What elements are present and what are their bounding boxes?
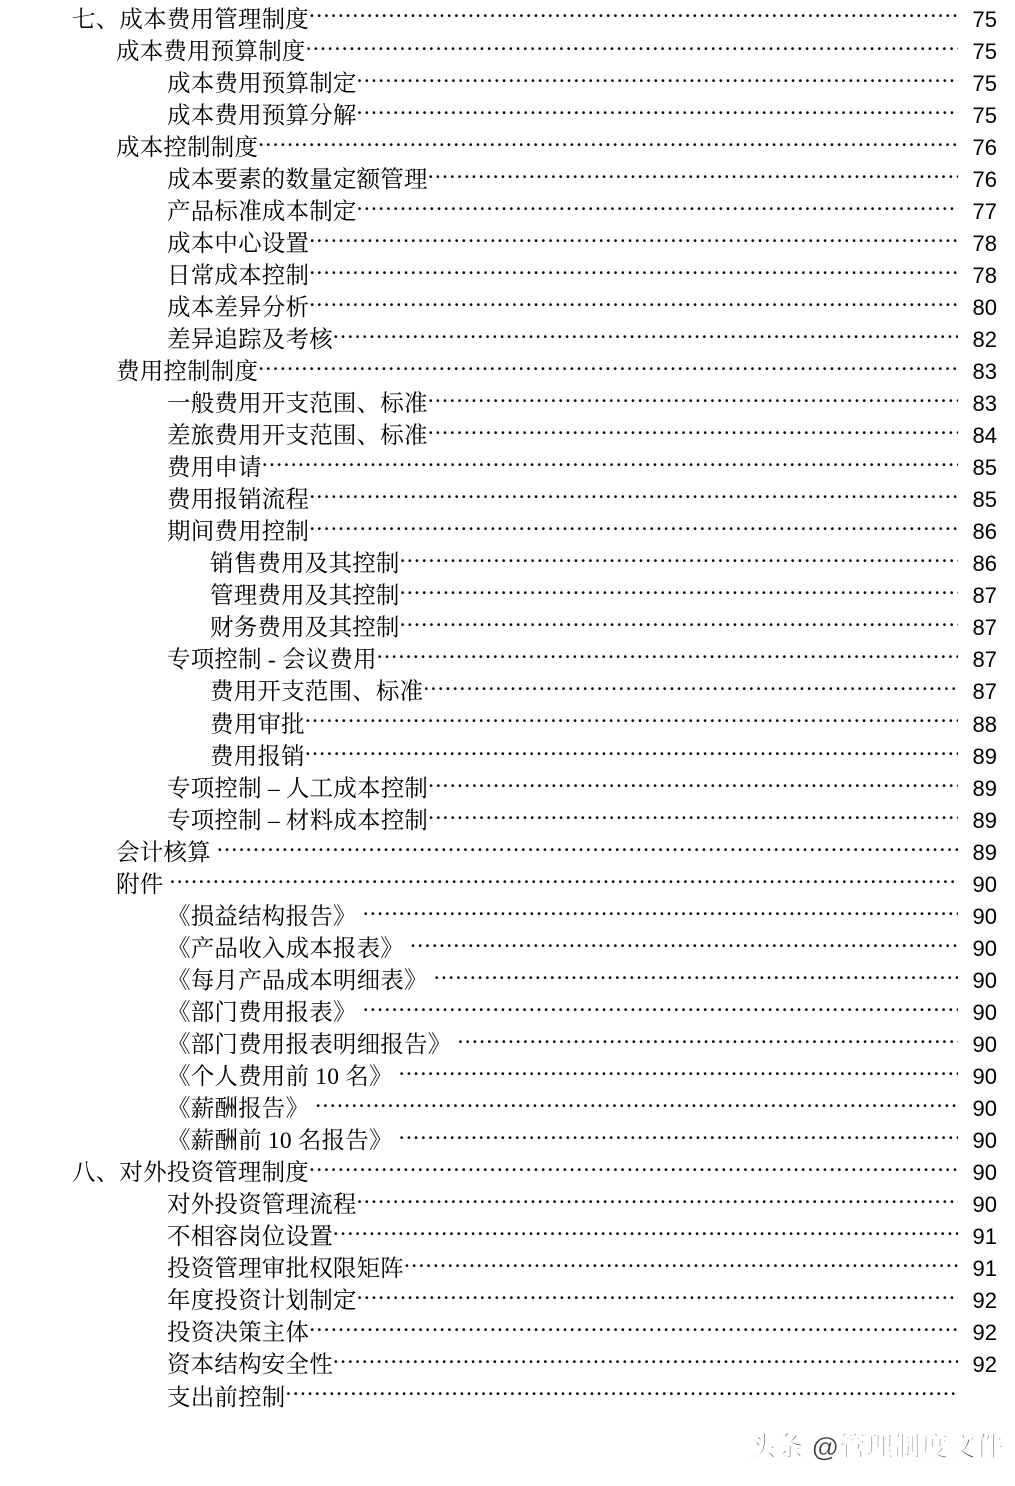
toc-entry-label: 《部门费用报表明细报告》 — [167, 1032, 452, 1058]
toc-entry-page-number: 90 — [972, 1064, 997, 1090]
toc-entry-label: 成本费用预算制定 — [167, 70, 357, 97]
toc-entry-label: 年度投资计划制定 — [167, 1288, 357, 1315]
toc-entry-page-number: 78 — [972, 262, 997, 288]
toc-dot-leader — [262, 452, 958, 476]
toc-dot-leader — [309, 484, 958, 508]
toc-dot-leader — [315, 1093, 958, 1117]
toc-dot-leader — [400, 612, 958, 636]
toc-entry-page-number: 90 — [972, 935, 997, 961]
toc-entry[interactable] — [0, 772, 1015, 804]
watermark-text: 头条 @管理制度文件 — [749, 1432, 1004, 1462]
toc-entry-page-number: 91 — [972, 1224, 997, 1250]
toc-entry[interactable] — [0, 644, 1015, 676]
toc-entry[interactable] — [0, 3, 1015, 35]
toc-entry[interactable] — [0, 291, 1015, 323]
toc-dot-leader — [333, 323, 958, 347]
toc-entry-label: 费用控制制度 — [116, 359, 259, 386]
toc-entry-page-number: 75 — [972, 6, 997, 32]
toc-entry-page-number: 85 — [972, 455, 997, 481]
toc-entry[interactable] — [0, 227, 1015, 259]
toc-entry-label: 专项控制 - 会议费用 — [167, 647, 377, 674]
toc-dot-leader — [217, 836, 958, 860]
toc-dot-leader — [434, 964, 958, 988]
toc-dot-leader — [377, 644, 958, 668]
toc-entry-page-number: 82 — [972, 326, 997, 352]
toc-entry[interactable] — [0, 420, 1015, 452]
toc-entry-label: 《个人费用前 10 名》 — [167, 1064, 393, 1091]
toc-dot-leader — [305, 708, 958, 732]
toc-entry[interactable] — [0, 452, 1015, 484]
toc-dot-leader — [363, 900, 958, 924]
toc-entry[interactable] — [0, 580, 1015, 612]
toc-entry[interactable] — [0, 1381, 1015, 1413]
toc-dot-leader — [357, 1285, 958, 1309]
toc-entry[interactable] — [0, 1093, 1015, 1125]
toc-dot-leader — [309, 1157, 958, 1181]
toc-dot-leader — [258, 356, 958, 380]
toc-entry-label: 对外投资管理流程 — [167, 1192, 357, 1219]
toc-dot-leader — [357, 99, 958, 123]
toc-entry-label: 费用申请 — [167, 455, 262, 482]
toc-entry[interactable] — [0, 1029, 1015, 1061]
toc-entry-label: 资本结构安全性 — [167, 1352, 333, 1379]
toc-entry-label: 《产品收入成本报表》 — [167, 935, 404, 962]
toc-entry-label: 一般费用开支范围、标准 — [167, 391, 428, 418]
toc-dot-leader — [258, 131, 958, 155]
toc-entry-label: 成本费用预算制度 — [116, 38, 306, 65]
toc-entry[interactable] — [0, 612, 1015, 644]
toc-entry-label: 管理费用及其控制 — [210, 583, 400, 610]
toc-entry-label: 投资决策主体 — [167, 1320, 310, 1347]
toc-entry-label: 费用开支范围、标准 — [210, 679, 424, 706]
toc-entry-label: 附件 — [116, 871, 164, 898]
toc-dot-leader — [400, 580, 958, 604]
toc-entry-page-number: 87 — [972, 615, 997, 641]
toc-entry-page-number: 91 — [972, 1256, 997, 1282]
toc-entry[interactable] — [0, 740, 1015, 772]
toc-entry-page-number: 77 — [972, 198, 997, 224]
toc-entry-page-number: 92 — [972, 1288, 997, 1314]
toc-dot-leader — [309, 516, 958, 540]
toc-dot-leader — [305, 740, 958, 764]
toc-entry-page-number: 90 — [972, 999, 997, 1025]
toc-dot-leader — [410, 932, 958, 956]
toc-entry[interactable] — [0, 388, 1015, 420]
toc-entry-page-number: 90 — [972, 1032, 997, 1057]
toc-entry-page-number: 92 — [972, 1320, 997, 1346]
toc-entry-page-number: 90 — [972, 1096, 997, 1122]
toc-entry[interactable] — [0, 676, 1015, 708]
toc-entry-label: 七、成本费用管理制度 — [72, 6, 309, 33]
toc-entry-page-number: 85 — [972, 487, 997, 513]
toc-entry[interactable] — [0, 900, 1015, 932]
toc-entry-page-number: 89 — [972, 807, 997, 833]
toc-entry-label: 费用审批 — [210, 711, 305, 738]
toc-dot-leader — [400, 548, 958, 572]
toc-dot-leader — [169, 868, 958, 892]
toc-entry-page-number: 87 — [972, 679, 997, 705]
toc-dot-leader — [309, 291, 958, 315]
toc-dot-leader — [428, 772, 958, 796]
toc-entry[interactable] — [0, 1189, 1015, 1221]
toc-entry[interactable] — [0, 708, 1015, 740]
toc-entry[interactable] — [0, 804, 1015, 836]
toc-dot-leader — [309, 1317, 958, 1341]
toc-entry-page-number: 90 — [972, 1128, 997, 1154]
toc-entry-label: 成本差异分析 — [167, 294, 310, 321]
toc-entry-page-number: 80 — [972, 294, 997, 320]
toc-entry-label: 费用报销 — [210, 743, 305, 770]
toc-entry[interactable] — [0, 964, 1015, 996]
toc-entry[interactable] — [0, 548, 1015, 580]
toc-dot-leader — [357, 67, 958, 91]
toc-entry-page-number: 87 — [972, 583, 997, 609]
toc-dot-leader — [428, 420, 958, 444]
toc-entry[interactable] — [0, 1125, 1015, 1157]
toc-entry-page-number: 78 — [972, 230, 997, 256]
toc-entry[interactable] — [0, 1285, 1015, 1317]
toc-entry[interactable] — [0, 1221, 1015, 1253]
toc-entry[interactable] — [0, 323, 1015, 355]
toc-entry[interactable] — [0, 259, 1015, 291]
toc-entry[interactable] — [0, 195, 1015, 227]
toc-dot-leader — [404, 1253, 958, 1277]
toc-entry-label: 成本控制制度 — [116, 134, 259, 161]
toc-entry[interactable] — [0, 1253, 1015, 1285]
toc-entry-label: 八、对外投资管理制度 — [72, 1160, 309, 1187]
toc-entry-label: 销售费用及其控制 — [210, 551, 400, 578]
toc-entry[interactable] — [0, 35, 1015, 67]
toc-entry-label: 投资管理审批权限矩阵 — [167, 1256, 404, 1283]
toc-entry-label: 《部门费用报表》 — [167, 999, 357, 1026]
toc-dot-leader — [399, 1061, 958, 1085]
toc-entry-page-number: 83 — [972, 359, 997, 385]
toc-entry-label: 支出前控制 — [167, 1384, 286, 1411]
toc-entry-page-number: 90 — [972, 1192, 997, 1218]
toc-entry[interactable] — [0, 99, 1015, 131]
toc-entry[interactable] — [0, 484, 1015, 516]
toc-entry[interactable] — [0, 996, 1015, 1028]
toc-dot-leader — [309, 259, 958, 283]
toc-entry-label: 《每月产品成本明细表》 — [167, 967, 428, 994]
toc-dot-leader — [428, 804, 958, 828]
toc-entry-page-number: 92 — [972, 1352, 997, 1378]
toc-entry[interactable] — [0, 1061, 1015, 1093]
toc-entry-page-number: 75 — [972, 38, 997, 64]
toc-entry-label: 成本要素的数量定额管理 — [167, 166, 428, 193]
toc-dot-leader — [286, 1381, 959, 1405]
toc-entry-page-number: 75 — [972, 102, 997, 128]
toc-entry-page-number: 89 — [972, 775, 997, 801]
toc-entry-page-number: 76 — [972, 166, 997, 192]
toc-dot-leader — [306, 35, 958, 59]
toc-entry-page-number: 90 — [972, 1160, 997, 1186]
toc-entry-page-number: 88 — [972, 711, 997, 737]
toc-entry-page-number: 84 — [972, 423, 997, 449]
toc-entry-label: 差旅费用开支范围、标准 — [167, 423, 428, 450]
toc-entry-page-number: 89 — [972, 743, 997, 769]
toc-dot-leader — [457, 1029, 958, 1053]
toc-dot-leader — [333, 1349, 958, 1373]
toc-entry-label: 专项控制 – 人工成本控制 — [167, 775, 429, 802]
toc-entry[interactable] — [0, 1349, 1015, 1381]
toc-entry-label: 《薪酬报告》 — [167, 1096, 310, 1123]
toc-entry-page-number: 86 — [972, 519, 997, 545]
toc-entry-label: 《损益结构报告》 — [167, 903, 357, 930]
toc-dot-leader — [357, 1189, 958, 1213]
toc-entry[interactable] — [0, 932, 1015, 964]
toc-entry-page-number: 90 — [972, 967, 997, 993]
toc-entry-page-number: 87 — [972, 647, 997, 673]
toc-entry-label: 费用报销流程 — [167, 487, 310, 514]
toc-entry[interactable] — [0, 1317, 1015, 1349]
toc-entry[interactable] — [0, 836, 1015, 868]
toc-entry-label: 成本中心设置 — [167, 230, 310, 257]
toc-entry-page-number: 75 — [972, 70, 997, 96]
toc-entry-label: 成本费用预算分解 — [167, 102, 357, 129]
toc-dot-leader — [309, 3, 958, 27]
toc-dot-leader — [423, 676, 958, 700]
toc-entry-page-number: 76 — [972, 134, 997, 160]
toc-entry[interactable] — [0, 356, 1015, 388]
toc-entry[interactable] — [0, 163, 1015, 195]
toc-entry-page-number: 86 — [972, 551, 997, 577]
toc-entry[interactable] — [0, 131, 1015, 163]
toc-dot-leader — [399, 1125, 958, 1149]
toc-entry-label: 产品标准成本制定 — [167, 198, 357, 225]
toc-dot-leader — [363, 996, 958, 1020]
toc-entry-label: 差异追踪及考核 — [167, 326, 333, 353]
toc-entry[interactable] — [0, 67, 1015, 99]
toc-entry[interactable] — [0, 1157, 1015, 1189]
toc-entry-label: 日常成本控制 — [167, 262, 310, 289]
toc-entry-page-number: 90 — [972, 871, 997, 897]
toc-dot-leader — [428, 388, 958, 412]
toc-entry-label: 期间费用控制 — [167, 519, 310, 546]
toc-entry-label: 专项控制 – 材料成本控制 — [167, 807, 429, 834]
toc-entry-label: 《薪酬前 10 名报告》 — [167, 1128, 393, 1155]
toc-dot-leader — [333, 1221, 958, 1245]
toc-entry-label: 不相容岗位设置 — [167, 1224, 333, 1251]
toc-dot-leader — [428, 163, 958, 187]
toc-entry-page-number: 89 — [972, 839, 997, 865]
toc-entry[interactable] — [0, 516, 1015, 548]
toc-entry-page-number: 83 — [972, 391, 997, 417]
toc-dot-leader — [357, 195, 958, 219]
toc-dot-leader — [309, 227, 958, 251]
toc-entry[interactable] — [0, 868, 1015, 900]
toc-entry-page-number: 90 — [972, 903, 997, 929]
toc-entry-label: 财务费用及其控制 — [210, 615, 400, 642]
toc-entry-label: 会计核算 — [116, 839, 211, 866]
